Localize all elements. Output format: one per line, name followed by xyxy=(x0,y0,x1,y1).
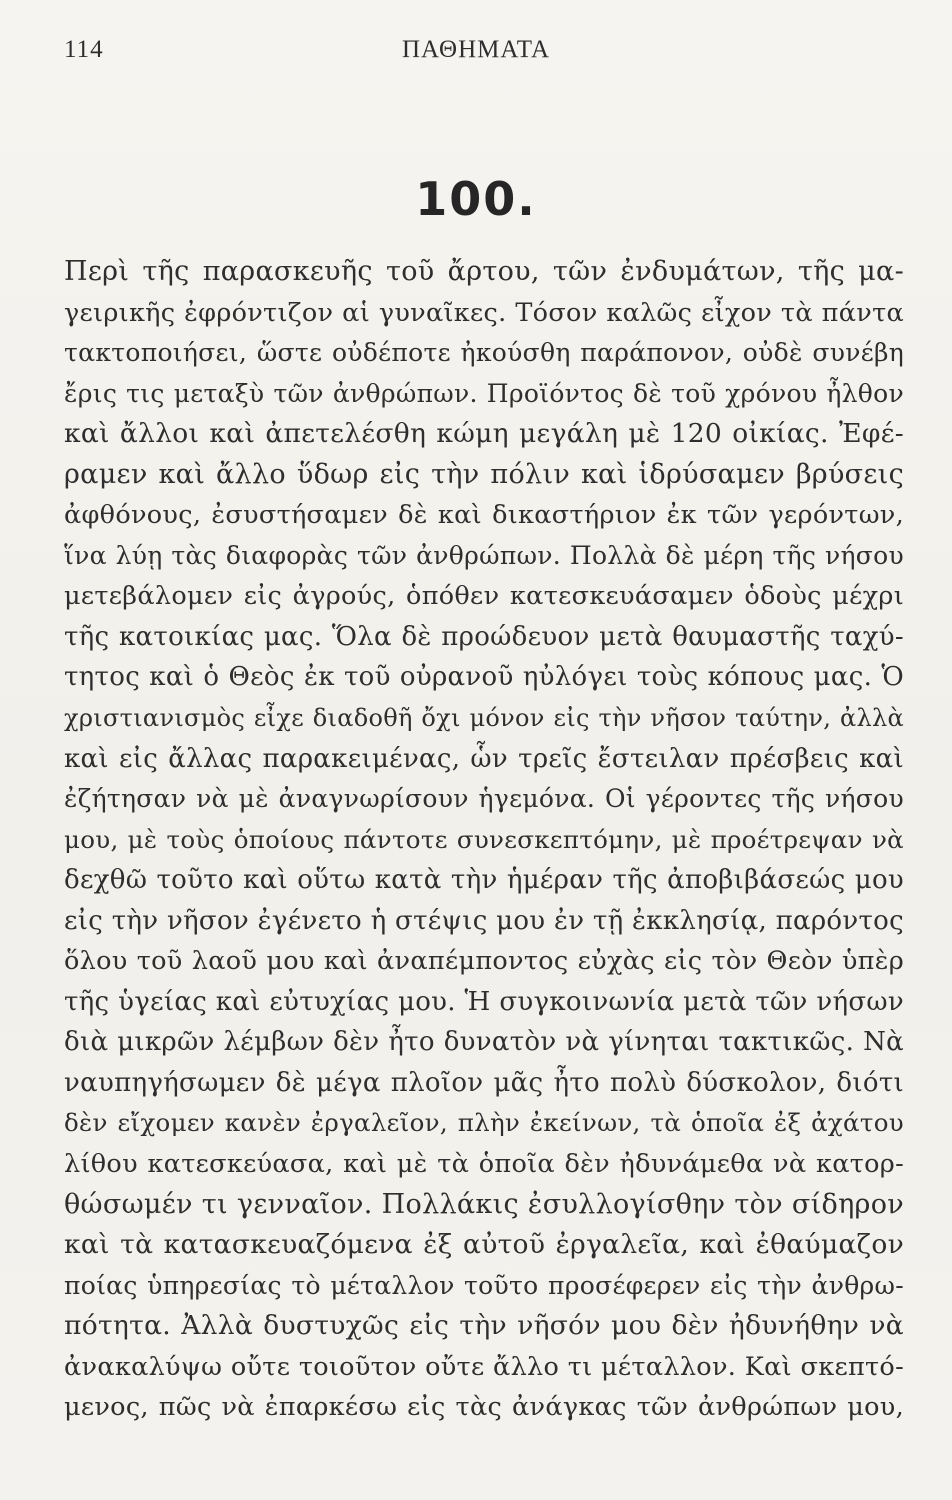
text-line: καὶ ἄλλοι καὶ ἀπετελέσθη κώμη μεγάλη μὲ 120 οἰκίας. Ἐφέ- xyxy=(64,418,904,450)
text-line: ὅλου τοῦ λαοῦ μου καὶ ἀναπέμποντος εὐχὰς εἰς τὸν Θεὸν ὑπὲρ xyxy=(64,946,904,977)
text-line: ραμεν καὶ ἄλλο ὕδωρ εἰς τὴν πόλιν καὶ ἱδρύσαμεν βρύσεις xyxy=(64,458,904,490)
text-line: καὶ τὰ κατασκευαζόμενα ἐξ αὐτοῦ ἐργαλεῖα, καὶ ἐθαύμαζον xyxy=(64,1229,904,1261)
text-line: ἵνα λύῃ τὰς διαφορὰς τῶν ἀνθρώπων. Πολλὰ δὲ μέρη τῆς νήσου xyxy=(64,540,904,570)
page-number: 114 xyxy=(64,36,104,63)
text-line: μου, μὲ τοὺς ὁποίους πάντοτε συνεσκεπτόμην, μὲ προέτρεψαν νὰ xyxy=(64,824,904,854)
text-line: Περὶ τῆς παρασκευῆς τοῦ ἄρτου, τῶν ἐνδυμάτων, τῆς μα- xyxy=(64,256,904,287)
text-line: λίθου κατεσκεύασα, καὶ μὲ τὰ ὁποῖα δὲν ἠδυνάμεθα νὰ κατορ- xyxy=(64,1149,904,1180)
text-line: ναυπηγήσωμεν δὲ μέγα πλοῖον μᾶς ἦτο πολὺ δύσκολον, διότι xyxy=(64,1067,904,1098)
body-text xyxy=(64,252,904,1428)
text-line: μενος, πῶς νὰ ἐπαρκέσω εἰς τὰς ἀνάγκας τῶν ἀνθρώπων μου, xyxy=(64,1392,904,1423)
text-line: χριστιανισμὸς εἶχε διαδοθῆ ὄχι μόνον εἰς τὴν νῆσον ταύτην, ἀλλὰ xyxy=(64,704,904,733)
page-header xyxy=(64,36,888,70)
text-line: καὶ εἰς ἄλλας παρακειμένας, ὧν τρεῖς ἔστειλαν πρέσβεις καὶ xyxy=(64,743,904,774)
running-title: ΠΑΘΗΜΑΤΑ xyxy=(401,36,551,63)
text-line: τῆς κατοικίας μας. Ὅλα δὲ προώδευον μετὰ θαυμαστῆς ταχύ- xyxy=(64,621,904,652)
text-line: διὰ μικρῶν λέμβων δὲν ἦτο δυνατὸν νὰ γίνηται τακτικῶς. Νὰ xyxy=(64,1027,904,1058)
text-line: γειρικῆς ἐφρόντιζον αἱ γυναῖκες. Τόσον καλῶς εἶχον τὰ πάντα xyxy=(64,297,904,328)
text-line: τητος καὶ ὁ Θεὸς ἐκ τοῦ οὐρανοῦ ηὐλόγει τοὺς κόπους μας. Ὁ xyxy=(64,662,904,693)
text-line: ἐζήτησαν νὰ μὲ ἀναγνωρίσουν ἡγεμόνα. Οἱ γέροντες τῆς νήσου xyxy=(64,784,904,814)
text-line: θώσωμέν τι γενναῖον. Πολλάκις ἐσυλλογίσθην τὸν σίδηρον xyxy=(64,1188,904,1220)
text-line: τῆς ὑγείας καὶ εὐτυχίας μου. Ἡ συγκοινωνία μετὰ τῶν νήσων xyxy=(64,986,904,1017)
text-line: ἀνακαλύψω οὔτε τοιοῦτον οὔτε ἄλλο τι μέταλλον. Καὶ σκεπτό- xyxy=(64,1351,904,1382)
text-line: ἀφθόνους, ἐσυστήσαμεν δὲ καὶ δικαστήριον ἐκ τῶν γερόντων, xyxy=(64,500,904,531)
text-line: ποίας ὑπηρεσίας τὸ μέταλλον τοῦτο προσέφερεν εἰς τὴν ἀνθρω- xyxy=(64,1270,904,1300)
text-line: τακτοποιήσει, ὥστε οὐδέποτε ἠκούσθη παράπονον, οὐδὲ συνέβη xyxy=(64,338,904,368)
text-line: ἔρις τις μεταξὺ τῶν ἀνθρώπων. Προϊόντος δὲ τοῦ χρόνου ἦλθον xyxy=(64,378,904,408)
section-number: 100. xyxy=(415,172,537,226)
text-line: εἰς τὴν νῆσον ἐγένετο ἡ στέψις μου ἐν τῇ ἐκκλησίᾳ, παρόντος xyxy=(64,905,904,936)
text-line: δὲν εἴχομεν κανὲν ἐργαλεῖον, πλὴν ἐκείνων, τὰ ὁποῖα ἐξ ἀχάτου xyxy=(64,1108,904,1138)
text-line: πότητα. Ἀλλὰ δυστυχῶς εἰς τὴν νῆσόν μου δὲν ἠδυνήθην νὰ xyxy=(64,1310,904,1342)
text-line: δεχθῶ τοῦτο καὶ οὕτω κατὰ τὴν ἡμέραν τῆς ἀποβιβάσεώς μου xyxy=(64,865,904,896)
text-line: μετεβάλομεν εἰς ἀγρούς, ὁπόθεν κατεσκευάσαμεν ὁδοὺς μέχρι xyxy=(64,581,904,612)
